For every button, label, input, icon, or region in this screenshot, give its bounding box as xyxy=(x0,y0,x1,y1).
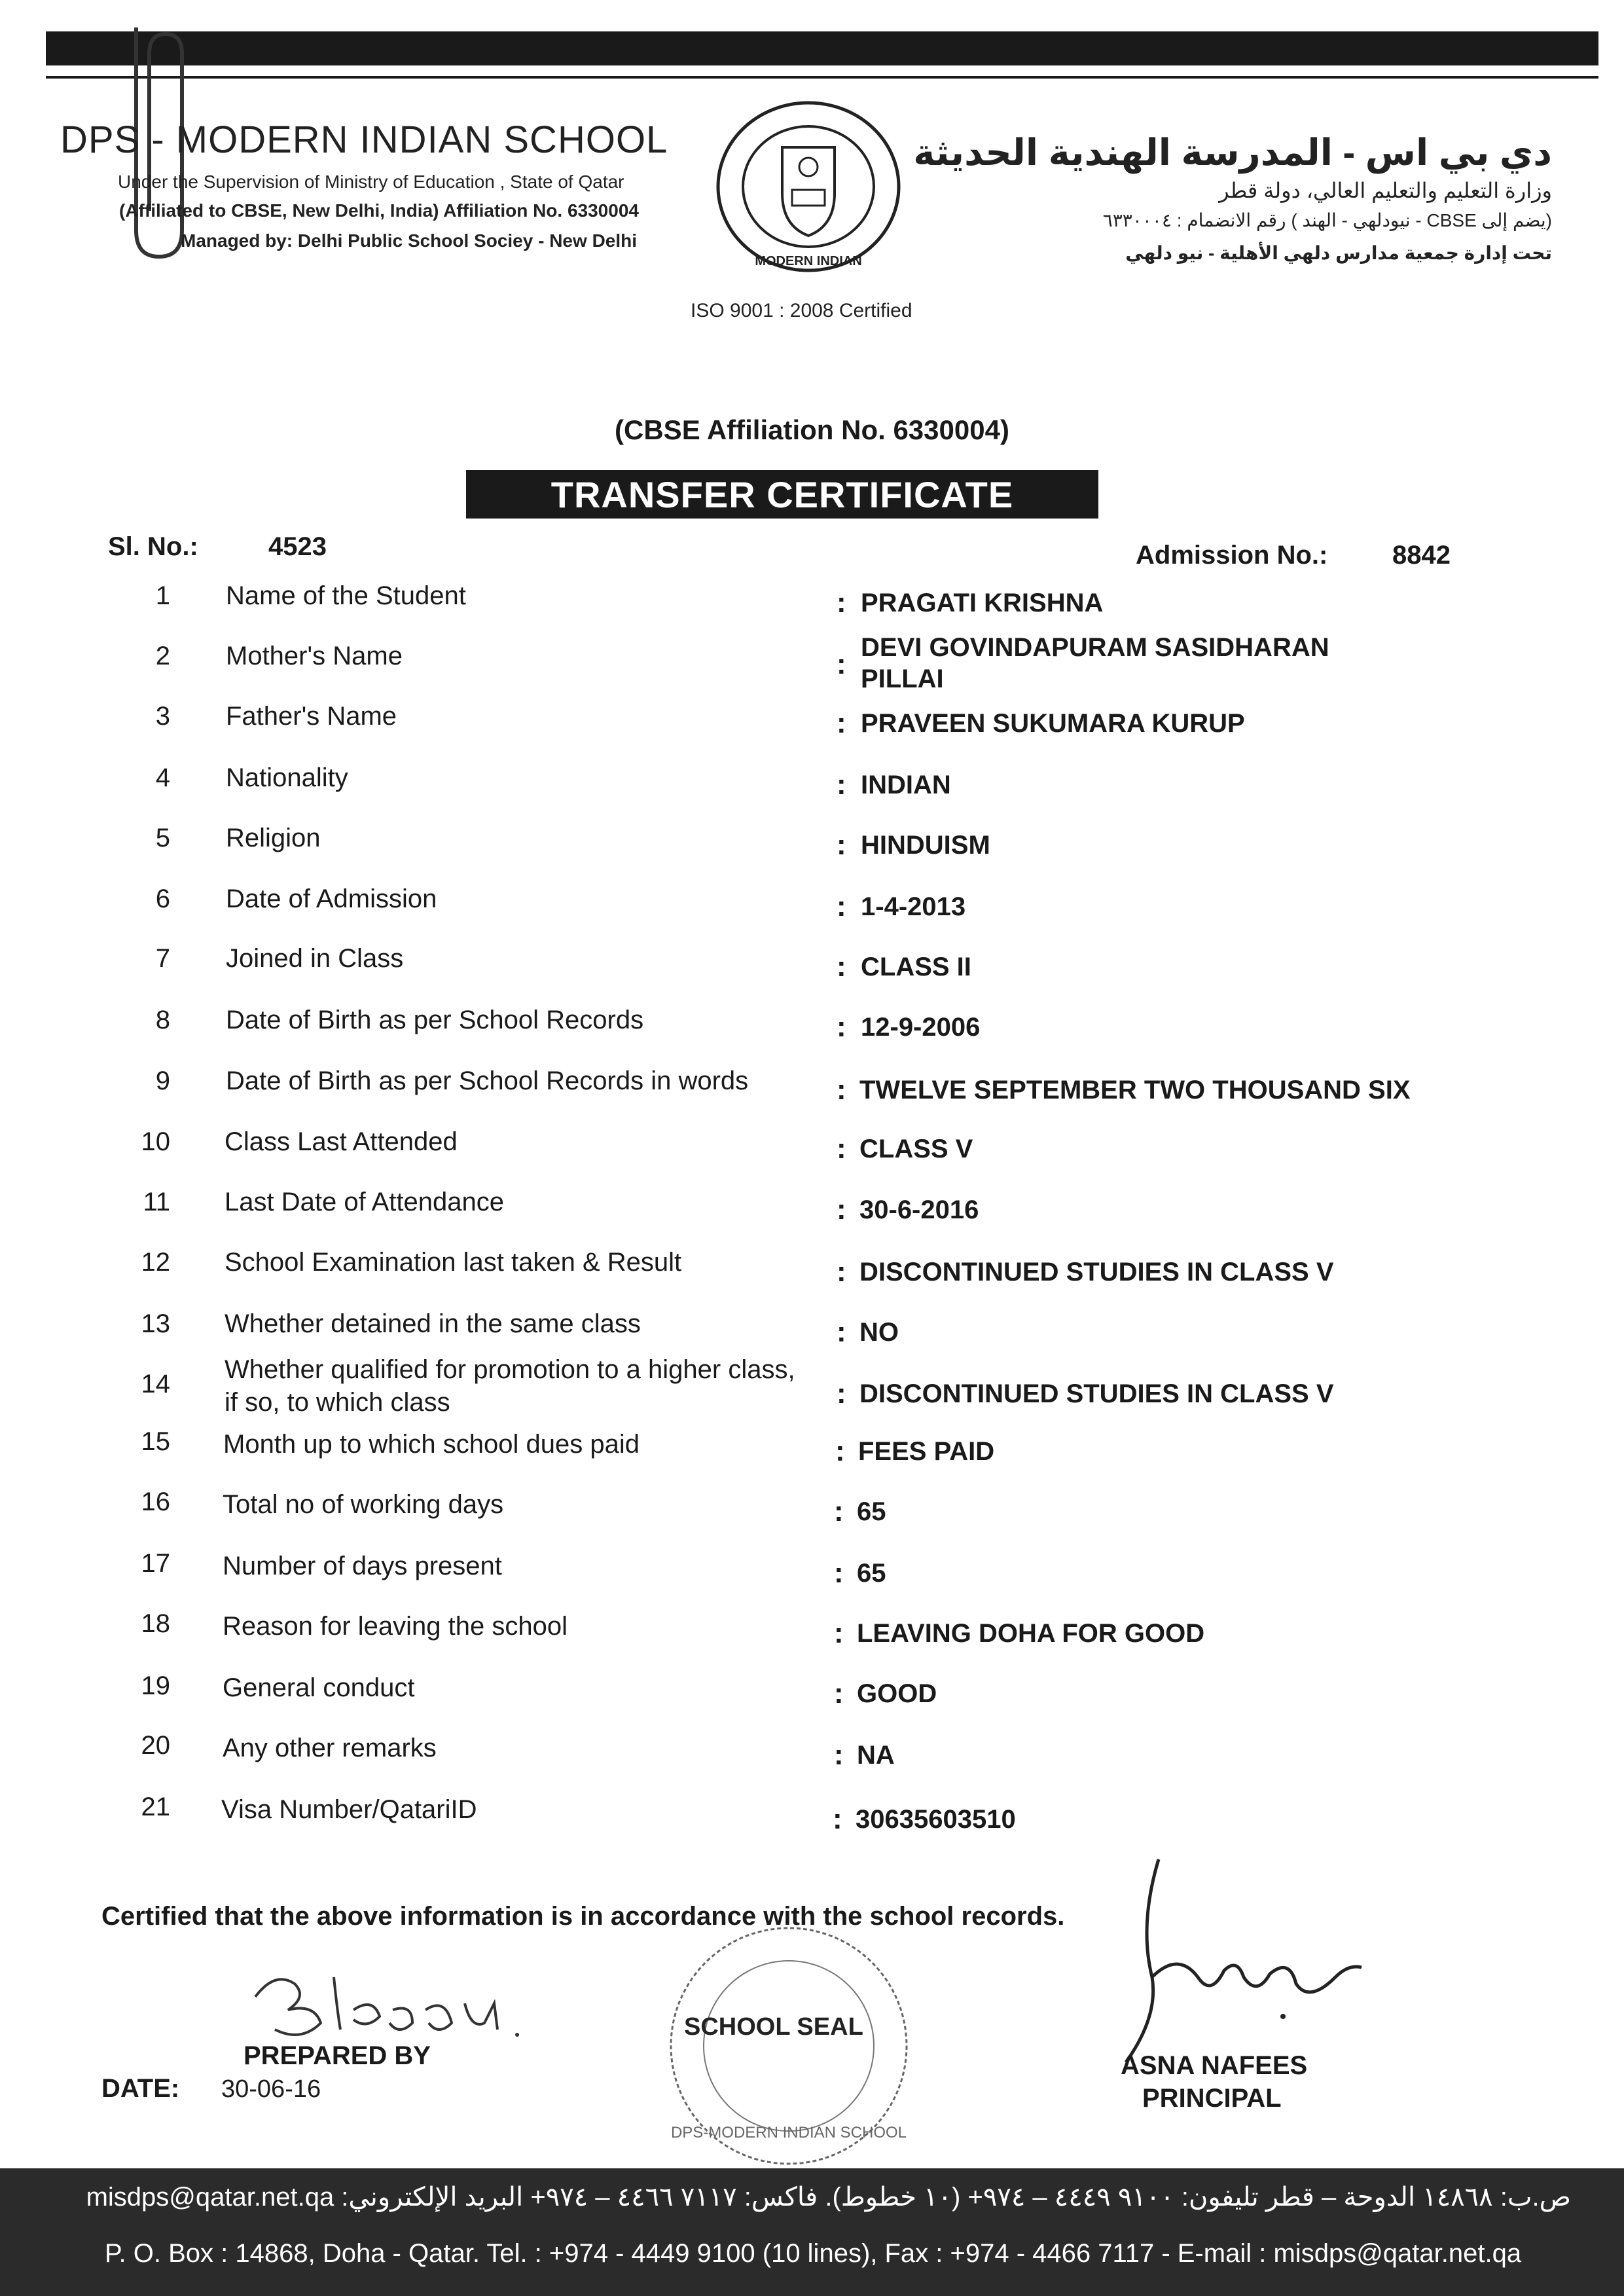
row-label: Date of Birth as per School Records xyxy=(226,1006,644,1034)
row-colon: : xyxy=(837,1133,846,1165)
principal-title: PRINCIPAL xyxy=(1142,2084,1282,2113)
row-label: Religion xyxy=(226,824,321,852)
date-value: 30-06-16 xyxy=(221,2075,321,2103)
row-label: Father's Name xyxy=(226,702,397,731)
school-seal-label: SCHOOL SEAL xyxy=(684,2013,863,2041)
date-label: DATE: xyxy=(101,2074,180,2103)
row-colon: : xyxy=(837,648,846,680)
row-colon: : xyxy=(837,769,846,801)
row-number: 9 xyxy=(155,1066,170,1095)
row-label: Month up to which school dues paid xyxy=(223,1430,640,1459)
row-colon: : xyxy=(837,1377,846,1410)
row-value: GOOD xyxy=(857,1679,937,1708)
row-value: 30-6-2016 xyxy=(859,1195,979,1224)
row-value: 12-9-2006 xyxy=(861,1013,981,1042)
row-label: Class Last Attended xyxy=(225,1127,458,1156)
row-label: Total no of working days xyxy=(223,1490,504,1519)
row-label: Date of Admission xyxy=(226,884,437,913)
row-number: 16 xyxy=(141,1487,170,1516)
row-colon: : xyxy=(834,1617,844,1649)
admission-number-label: Admission No.: xyxy=(1136,541,1328,570)
row-number: 2 xyxy=(155,642,170,670)
school-name-arabic: دي بي اس - المدرسة الهندية الحديثة xyxy=(913,132,1552,173)
row-value: DEVI GOVINDAPURAM SASIDHARAN xyxy=(861,633,1329,662)
row-value: INDIAN xyxy=(861,771,951,799)
row-label: Whether detained in the same class xyxy=(225,1309,641,1338)
row-number: 1 xyxy=(155,581,170,610)
prepared-by-label: PREPARED BY xyxy=(244,2041,431,2070)
row-label: Mother's Name xyxy=(226,642,403,670)
row-value: PRAVEEN SUKUMARA KURUP xyxy=(861,709,1245,738)
row-colon: : xyxy=(837,707,846,739)
school-emblem-logo xyxy=(710,95,907,278)
row-value: 1-4-2013 xyxy=(861,892,966,921)
school-seal-stamp xyxy=(661,1922,916,2170)
row-value: PRAGATI KRISHNA xyxy=(861,589,1104,617)
row-label: Any other remarks xyxy=(223,1734,437,1762)
row-colon: : xyxy=(837,890,846,922)
row-value: DISCONTINUED STUDIES IN CLASS V xyxy=(859,1258,1334,1286)
row-value: DISCONTINUED STUDIES IN CLASS V xyxy=(859,1379,1334,1408)
row-number: 4 xyxy=(155,763,170,792)
row-colon: : xyxy=(837,1074,846,1106)
footer-contact-arabic: ص.ب: ١٤٨٦٨ الدوحة – قطر تليفون: ٩١٠٠ ٤٤٤٩ – ٩٧٤+ (١٠ خطوط). فاكس: ٧١١٧ ٤٤٦٦ – ٩٧٤+ البريد الإلكتروني: misdps@qatar.net.qa xyxy=(86,2183,1571,2212)
row-label: Joined in Class xyxy=(226,944,404,973)
row-number: 5 xyxy=(155,824,170,852)
admission-number-value: 8842 xyxy=(1392,541,1451,570)
row-label: Date of Birth as per School Records in words xyxy=(226,1066,749,1095)
school-name: DPS - MODERN INDIAN SCHOOL xyxy=(60,118,668,161)
row-label: Number of days present xyxy=(223,1552,502,1580)
row-colon: : xyxy=(837,829,846,861)
serial-number-label: Sl. No.: xyxy=(108,532,198,561)
iso-certification: ISO 9001 : 2008 Certified xyxy=(691,300,912,321)
managed-line: Managed by: Delhi Public School Sociey - New Delhi xyxy=(181,230,638,251)
row-value: TWELVE SEPTEMBER TWO THOUSAND SIX xyxy=(859,1076,1411,1104)
principal-signature xyxy=(1100,1846,1375,2082)
certification-statement: Certified that the above information is in accordance with the school records. xyxy=(101,1902,1065,1931)
row-colon: : xyxy=(834,1677,844,1709)
row-label: Last Date of Attendance xyxy=(225,1188,504,1216)
row-colon: : xyxy=(833,1803,842,1835)
row-colon: : xyxy=(834,1739,844,1771)
row-label: Name of the Student xyxy=(226,581,466,610)
top-border-bar xyxy=(46,31,1598,65)
row-colon: : xyxy=(837,1316,846,1348)
row-label: Whether qualified for promotion to a higher class, xyxy=(225,1355,795,1384)
row-value: 30635603510 xyxy=(856,1805,1016,1834)
row-colon: : xyxy=(837,1011,846,1043)
ministry-line-arabic: وزارة التعليم والتعليم العالي، دولة قطر xyxy=(1219,179,1552,202)
row-number: 21 xyxy=(141,1793,170,1821)
cbse-affiliation-number: (CBSE Affiliation No. 6330004) xyxy=(615,414,1009,445)
row-number: 20 xyxy=(141,1731,170,1760)
row-colon: : xyxy=(835,1435,845,1467)
row-number: 11 xyxy=(143,1188,170,1216)
footer-contact-english: P. O. Box : 14868, Doha - Qatar. Tel. : +974 - 4449 9100 (10 lines), Fax : +974 - 4466 7117 - E-mail : misdps@qatar.net.qa xyxy=(105,2239,1522,2268)
row-colon: : xyxy=(837,1194,846,1226)
cbse-line-arabic: (يضم إلى CBSE - نيودلهي - الهند ) رقم الانضمام : ٦٣٣٠٠٠٤ xyxy=(1102,210,1552,230)
row-value: NA xyxy=(857,1741,895,1770)
svg-text:MODERN INDIAN: MODERN INDIAN xyxy=(755,254,862,268)
row-number: 10 xyxy=(141,1127,170,1156)
row-label: General conduct xyxy=(223,1673,415,1702)
row-label: School Examination last taken & Result xyxy=(225,1248,682,1277)
row-label: Visa Number/QatariID xyxy=(221,1795,477,1824)
row-number: 18 xyxy=(141,1609,170,1638)
row-number: 8 xyxy=(155,1006,170,1034)
row-value: HINDUISM xyxy=(861,831,990,860)
row-number: 14 xyxy=(141,1370,170,1398)
row-value: 65 xyxy=(857,1559,886,1588)
row-number: 13 xyxy=(141,1309,170,1338)
managed-line-arabic: تحت إدارة جمعية مدارس دلهي الأهلية - نيو دلهي xyxy=(1125,243,1552,263)
row-value-continued: PILLAI xyxy=(861,665,944,693)
row-colon: : xyxy=(834,1495,844,1527)
svg-text:DPS-MODERN INDIAN SCHOOL: DPS-MODERN INDIAN SCHOOL xyxy=(670,2124,907,2141)
row-colon: : xyxy=(834,1557,844,1589)
row-value: CLASS II xyxy=(861,953,971,981)
row-number: 15 xyxy=(141,1427,170,1456)
row-colon: : xyxy=(837,951,846,983)
row-number: 7 xyxy=(155,944,170,973)
row-number: 17 xyxy=(141,1549,170,1578)
row-number: 3 xyxy=(155,702,170,731)
affiliation-line: (Affiliated to CBSE, New Delhi, India) Affiliation No. 6330004 xyxy=(119,200,639,221)
row-colon: : xyxy=(837,587,846,619)
top-border-line xyxy=(46,76,1598,79)
row-value: CLASS V xyxy=(859,1135,973,1163)
row-value: LEAVING DOHA FOR GOOD xyxy=(857,1619,1205,1648)
row-number: 19 xyxy=(141,1671,170,1700)
row-value: FEES PAID xyxy=(858,1437,995,1466)
row-number: 6 xyxy=(155,884,170,913)
row-label: Reason for leaving the school xyxy=(223,1612,568,1641)
row-value: NO xyxy=(859,1318,899,1347)
row-value: 65 xyxy=(857,1497,886,1526)
row-number: 12 xyxy=(141,1248,170,1277)
row-colon: : xyxy=(837,1256,846,1288)
serial-number-value: 4523 xyxy=(268,532,327,561)
row-label-continued: if so, to which class xyxy=(225,1388,450,1417)
row-label: Nationality xyxy=(226,763,348,792)
supervision-line: Under the Supervision of Ministry of Education , State of Qatar xyxy=(118,172,624,192)
certificate-title: TRANSFER CERTIFICATE xyxy=(466,470,1098,519)
principal-name: ASNA NAFEES xyxy=(1121,2051,1308,2080)
